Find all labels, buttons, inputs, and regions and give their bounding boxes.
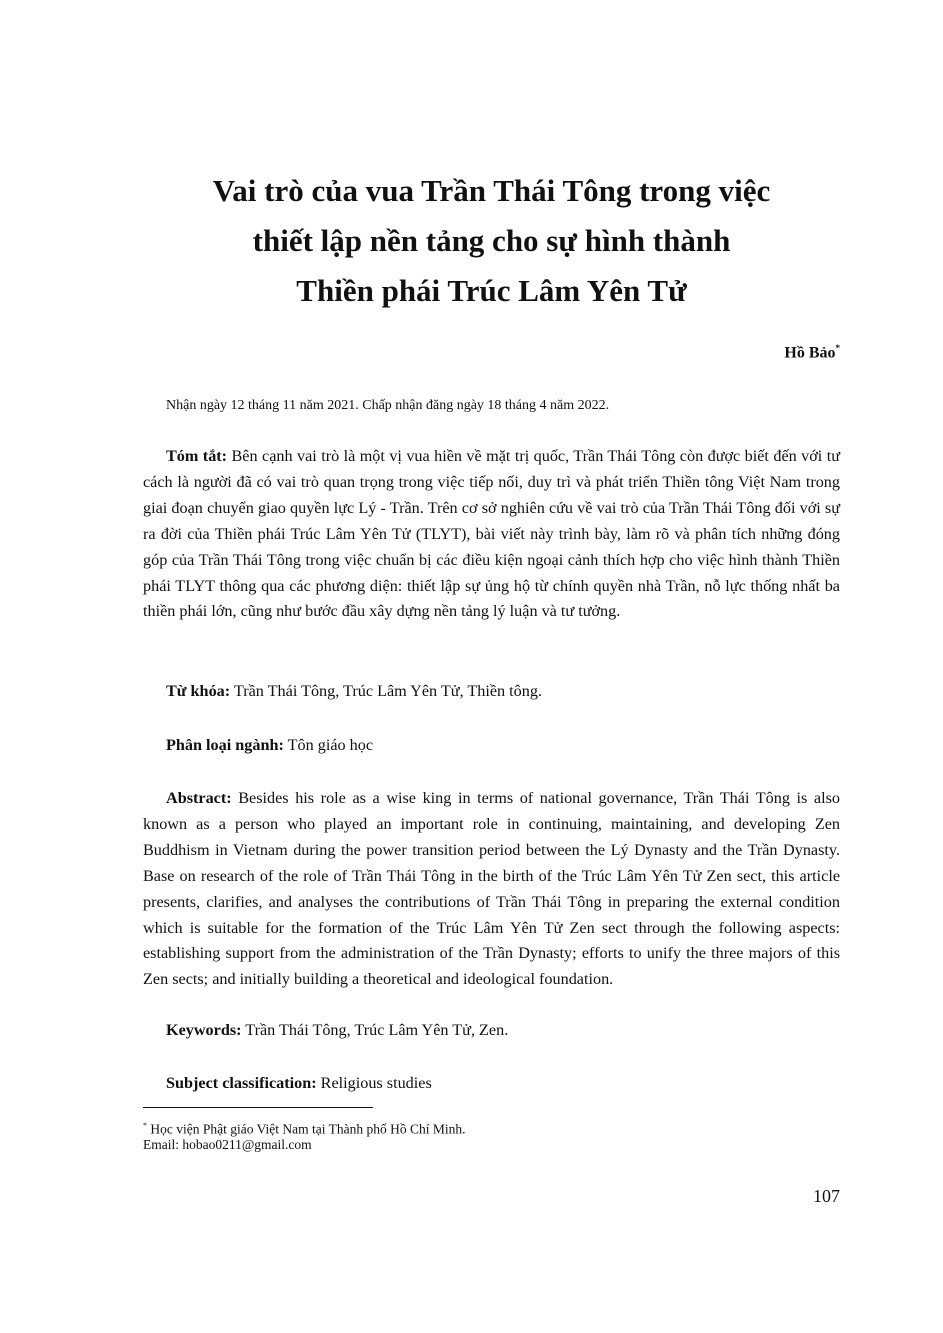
keywords-en-text: Trần Thái Tông, Trúc Lâm Yên Tử, Zen. bbox=[241, 1021, 509, 1039]
summary-label: Tóm tắt: bbox=[166, 447, 228, 465]
abstract-label: Abstract: bbox=[166, 789, 232, 807]
author bbox=[784, 343, 840, 362]
classification-en bbox=[143, 1071, 840, 1097]
title-line: Thiền phái Trúc Lâm Yên Tử bbox=[296, 273, 687, 308]
author-name: Hồ Bảo bbox=[784, 344, 836, 362]
summary-text: Bên cạnh vai trò là một vị vua hiền về mặt trị quốc, Trần Thái Tông còn được biết đến với tư cách là người đã có vai trò quan trọng trong việc tiếp nối, duy trì và phát triển Thiền tông Việt Nam trong giai đoạn chuyển giao quyền lực Lý - Trần. Trên cơ sở nghiên cứu về vai trò của Trần Thái Tông đối với sự ra đời của Thiền phái Trúc Lâm Yên Tử (TLYT), bài viết này trình bày, làm rõ và phân tích những đóng góp của Trần Thái Tông trong việc chuẩn bị các điều kiện ngoại cảnh thích hợp cho việc hình thành Thiền phái TLYT thông qua các phương diện: thiết lập sự ủng hộ từ chính quyền nhà Trần, nỗ lực thống nhất ba thiền phái lớn, cũng như bước đầu xây dựng nền tảng lý luận và tư tưởng. bbox=[143, 447, 840, 621]
title-line: thiết lập nền tảng cho sự hình thành bbox=[252, 223, 731, 258]
author-footnote-mark: * bbox=[835, 343, 840, 353]
footnote-mark: * bbox=[143, 1121, 147, 1130]
summary-vi bbox=[143, 444, 840, 625]
abstract-en bbox=[143, 786, 840, 993]
affiliation-text: Học viện Phật giáo Việt Nam tại Thành phố Hồ Chí Minh. bbox=[147, 1121, 466, 1137]
keywords-vi-label: Từ khóa: bbox=[166, 682, 231, 700]
classification-vi-text: Tôn giáo học bbox=[283, 736, 374, 754]
classification-en-label: Subject classification: bbox=[166, 1074, 317, 1092]
page-number: 107 bbox=[813, 1186, 840, 1206]
received-dates: Nhận ngày 12 tháng 11 năm 2021. Chấp nhận đăng ngày 18 tháng 4 năm 2022. bbox=[166, 398, 610, 413]
title-line: Vai trò của vua Trần Thái Tông trong việc bbox=[212, 173, 771, 208]
keywords-en-label: Keywords: bbox=[166, 1021, 242, 1039]
classification-en-text: Religious studies bbox=[316, 1074, 432, 1092]
footnote-divider bbox=[143, 1107, 373, 1108]
article-title bbox=[143, 166, 840, 316]
keywords-vi bbox=[143, 679, 840, 705]
classification-vi bbox=[143, 733, 840, 759]
abstract-text: Besides his role as a wise king in terms of national governance, Trần Thái Tông is also known as a person who played an important role in continuing, maintaining, and developing Zen Buddhism in Vietnam during the power transition period between the Lý Dynasty and the Trần Dynasty. Base on research of the role of Trần Thái Tông in the birth of the Trúc Lâm Yên Tử Zen sect, this article presents, clarifies, and analyses the contributions of Trần Thái Tông in preparing the external condition which is suitable for the formation of the Trúc Lâm Yên Tử Zen sect through the following aspects: establishing support from the administration of the Trần Dynasty; efforts to unify the three majors of this Zen sects; and initially building a theoretical and ideological foundation. bbox=[143, 789, 840, 989]
classification-vi-label: Phân loại ngành: bbox=[166, 736, 284, 754]
footnote-email: Email: hobao0211@gmail.com bbox=[143, 1137, 312, 1152]
keywords-vi-text: Trần Thái Tông, Trúc Lâm Yên Tử, Thiền tông. bbox=[230, 682, 543, 700]
keywords-en bbox=[143, 1018, 840, 1044]
